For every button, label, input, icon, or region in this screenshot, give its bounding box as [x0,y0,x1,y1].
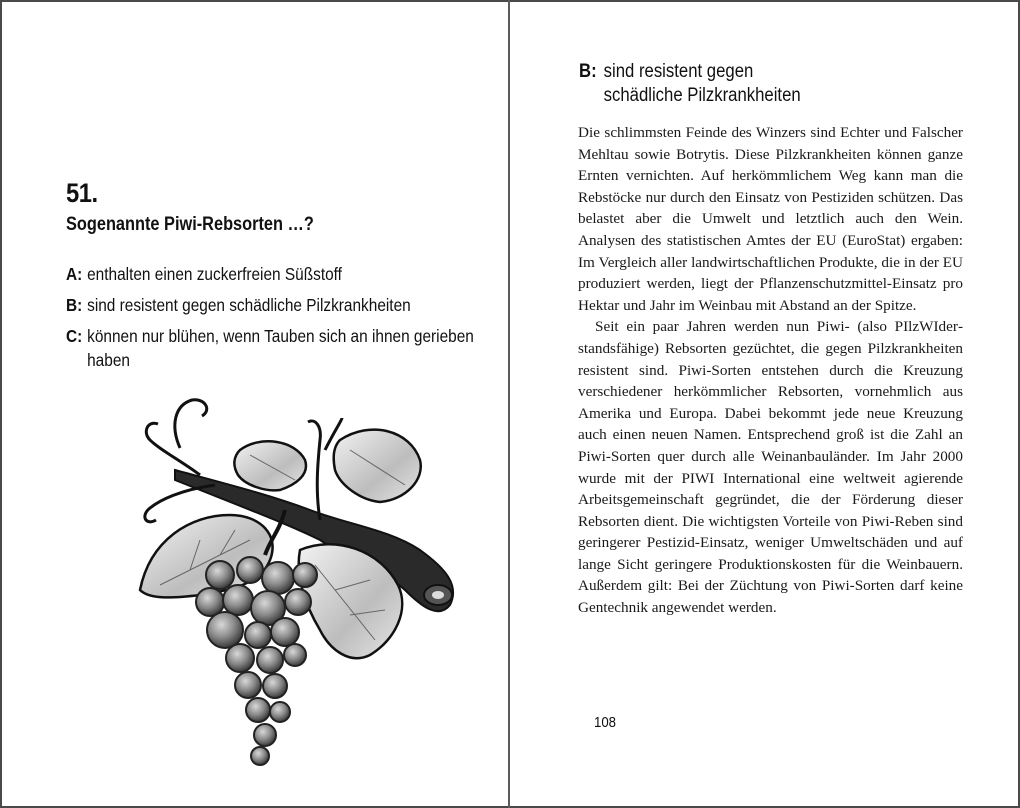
option-b [66,293,480,317]
option-a [66,262,480,286]
page-number: 108 [594,714,617,731]
option-a-key: A: [66,264,83,284]
grapevine-illustration-icon [120,390,465,770]
explanation-text [578,122,963,619]
explanation-paragraph-1: Die schlimmsten Feinde des Winzers sind Echter und Falscher Mehltau sowie Botrytis. Diese Pilzkrankheiten können ganze Ernten vernichten. Auf herkömmlichem Weg kann man die Rebstöcke nur durch den Einsatz von Pestiziden schützen. Das belastet aber die Umwelt und letztlich auch den Wein. Analysen des statistischen Amtes der EU (EuroStat) ergaben: Im Vergleich aller landwirtschaftlichen Produkte, die in der EU produziert werden, liegt der Pflanzenschutzmittel-Einsatz pro Hektar und Jahr im Weinbau mit Abstand an der Spitze. [578,124,963,314]
answer-heading [579,60,931,108]
option-b-key: B: [66,295,83,315]
option-c-key: C: [66,326,83,346]
right-page [510,0,1020,808]
question-title: Sogenannte Piwi-Rebsorten …? [66,214,314,235]
explanation-paragraph-2: Seit ein paar Jahren werden nun Piwi- (also PIlzWIderstandsfähige) Rebsorten gezüchtet, die gegen Pilzkrankheiten resistent sind. Piwi-Sorten entstehen durch die Kreuzung verschiedener herkömmlicher Rebsorten, vornehmlich aus Amerika und Europa. Dabei bekommt jede neue Kreuzung auch einen neuen Namen. Entsprechend groß ist die Zahl an Piwi-Sorten quer durch alle Weinanbauländer. Im Jahr 2000 wurde mit der PIWI International eine weltweit agierende Arbeitsgemeinschaft gegründet, die der Förderung dieser Rebsorten dient. Die wichtigsten Vorteile von Piwi-Reben sind geringerer Pestizid-Einsatz, weniger Umweltschäden und auf lange Sicht geringere Produktionskosten für die Weinbauern. Außerdem gilt: Bei der Züchtung von Piwi-Sorten darf keine Gentechnik angewendet werden. [578,318,963,617]
option-b-text: sind resistent gegen schädliche Pilzkrankheiten [87,295,411,315]
option-a-text: enthalten einen zuckerfreien Süßstoff [87,264,342,284]
answer-line-2: schädliche Pilzkrankheiten [603,85,801,106]
answer-options [66,262,506,379]
answer-line-1: sind resistent gegen [603,61,754,82]
answer-key: B: [579,61,597,82]
option-c [66,324,480,372]
option-c-text: können nur blühen, wenn Tauben sich an ihnen gerieben haben [87,326,474,370]
question-number: 51. [66,178,98,208]
left-page [0,0,508,808]
